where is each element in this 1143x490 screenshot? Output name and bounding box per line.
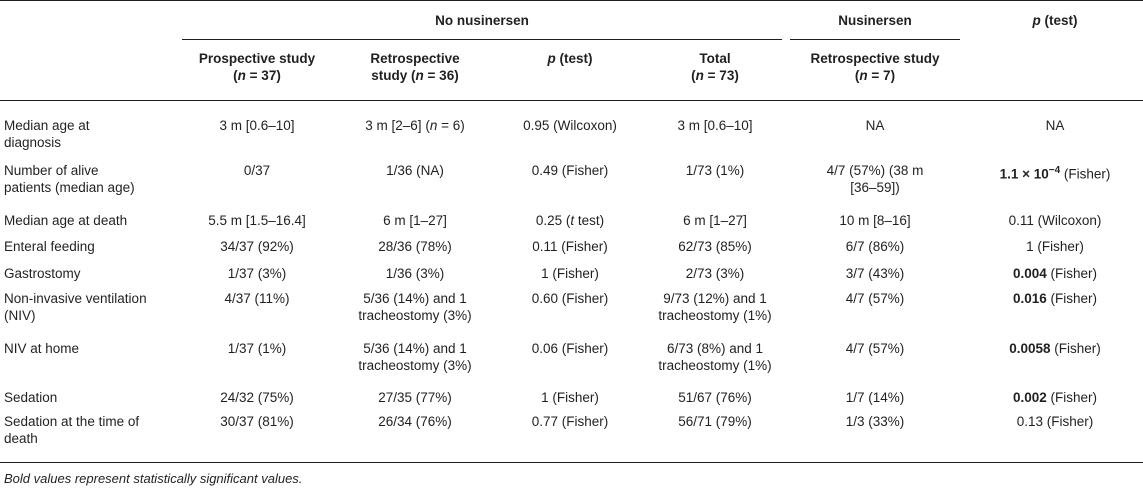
cell-total: 3 m [0.6–10] xyxy=(677,118,753,133)
cell-p-test: 0.95 (Wilcoxon) xyxy=(523,118,617,133)
cell-retrospective: 6 m [1–27] xyxy=(383,213,447,228)
row-label-gastrostomy: Gastrostomy xyxy=(4,266,81,281)
col-header-total: Total (n = 73) xyxy=(691,51,739,83)
cell-nusinersen: 6/7 (86%) xyxy=(845,239,905,254)
cell-retrospective: 27/35 (77%) xyxy=(378,390,452,405)
cell-total: 51/67 (76%) xyxy=(678,390,752,405)
cell-p-test-2: NA xyxy=(1045,118,1065,133)
cell-prospective: 34/37 (92%) xyxy=(220,239,294,254)
cell-prospective: 3 m [0.6–10] xyxy=(219,118,295,133)
cell-retrospective: 5/36 (14%) and 1 tracheostomy (3%) xyxy=(358,291,472,323)
row-label-sedation-death: Sedation at the time of death xyxy=(4,414,140,446)
cell-p-test: 0.06 (Fisher) xyxy=(531,341,609,356)
col-header-retrospective: Retrospective study (n = 36) xyxy=(370,51,460,83)
cell-retrospective: 5/36 (14%) and 1 tracheostomy (3%) xyxy=(358,341,472,373)
cell-nusinersen: 4/7 (57%) xyxy=(845,341,905,356)
col-header-retrospective-nusinersen: Retrospective study (n = 7) xyxy=(810,51,940,83)
cell-total: 9/73 (12%) and 1 tracheostomy (1%) xyxy=(658,291,772,323)
group-header-p-test: p (test) xyxy=(1032,13,1078,28)
cell-total: 1/73 (1%) xyxy=(685,163,745,178)
row-label-enteral-feeding: Enteral feeding xyxy=(4,239,95,254)
group-header-no-nusinersen: No nusinersen xyxy=(435,13,529,28)
row-label-niv-home: NIV at home xyxy=(4,341,80,356)
no-nusinersen-subrule xyxy=(182,39,782,40)
cell-prospective: 30/37 (81%) xyxy=(220,414,294,429)
cell-p-test-2: 1 (Fisher) xyxy=(1026,239,1084,254)
cell-prospective: 4/37 (11%) xyxy=(224,291,290,306)
row-label-median-age-diagnosis: Median age at diagnosis xyxy=(4,118,90,150)
cell-p-test: 0.60 (Fisher) xyxy=(531,291,609,306)
cell-total: 62/73 (85%) xyxy=(678,239,752,254)
row-label-median-age-death: Median age at death xyxy=(4,213,128,228)
table-top-rule xyxy=(0,0,1143,1)
cell-nusinersen: 1/3 (33%) xyxy=(845,414,905,429)
cell-p-test-2: 0.016 (Fisher) xyxy=(1012,291,1098,306)
cell-p-test: 0.11 (Fisher) xyxy=(532,239,608,254)
cell-nusinersen: 4/7 (57%) (38 m [36–59]) xyxy=(826,163,924,195)
cell-retrospective: 1/36 (3%) xyxy=(385,266,445,281)
cell-p-test: 0.77 (Fisher) xyxy=(531,414,609,429)
cell-nusinersen: 3/7 (43%) xyxy=(845,266,905,281)
cell-p-test-2: 0.004 (Fisher) xyxy=(1012,266,1098,281)
cell-total: 56/71 (79%) xyxy=(678,414,752,429)
cell-p-test: 1 (Fisher) xyxy=(541,266,599,281)
col-header-p-test: p (test) xyxy=(547,51,593,66)
cell-p-test-2: $1.1 \times 10^{-4}$ (Fisher) xyxy=(999,165,1111,182)
table-bottom-rule xyxy=(0,462,1143,463)
cell-nusinersen: NA xyxy=(865,118,885,133)
cell-p-test: 1 (Fisher) xyxy=(541,390,599,405)
cell-prospective: 5.5 m [1.5–16.4] xyxy=(208,213,306,228)
cell-p-test-2: 0.002 (Fisher) xyxy=(1012,390,1098,405)
cell-nusinersen: 1/7 (14%) xyxy=(845,390,905,405)
cell-p-test-2: 0.0058 (Fisher) xyxy=(1009,341,1101,356)
row-label-sedation: Sedation xyxy=(4,390,58,405)
nusinersen-subrule xyxy=(790,39,960,40)
cell-p-test-2: 0.13 (Fisher) xyxy=(1016,414,1094,429)
cell-retrospective: 28/36 (78%) xyxy=(378,239,452,254)
table-footnote: Bold values represent statistically significant values. xyxy=(4,471,303,486)
col-header-prospective: Prospective study (n = 37) xyxy=(198,51,316,83)
row-label-alive-patients: Number of alive patients (median age) xyxy=(4,163,135,195)
cell-p-test: 0.25 (t test) xyxy=(535,213,605,228)
cell-retrospective: 26/34 (76%) xyxy=(378,414,452,429)
cell-prospective: 24/32 (75%) xyxy=(220,390,294,405)
cell-prospective: 0/37 xyxy=(243,163,271,178)
header-bottom-rule xyxy=(0,100,1143,101)
cell-total: 6/73 (8%) and 1 tracheostomy (1%) xyxy=(658,341,772,373)
cell-p-test-2: 0.11 (Wilcoxon) xyxy=(1008,213,1102,228)
cell-total: 2/73 (3%) xyxy=(685,266,745,281)
cell-nusinersen: 10 m [8–16] xyxy=(839,213,911,228)
cell-prospective: 1/37 (3%) xyxy=(227,266,287,281)
row-label-niv: Non-invasive ventilation (NIV) xyxy=(4,291,147,323)
cell-prospective: 1/37 (1%) xyxy=(227,341,287,356)
cell-nusinersen: 4/7 (57%) xyxy=(845,291,905,306)
cell-total: 6 m [1–27] xyxy=(683,213,747,228)
group-header-nusinersen: Nusinersen xyxy=(838,13,912,28)
cell-retrospective: 3 m [2–6] (n = 6) xyxy=(365,118,465,133)
cell-retrospective: 1/36 (NA) xyxy=(386,163,444,178)
cell-p-test: 0.49 (Fisher) xyxy=(531,163,609,178)
